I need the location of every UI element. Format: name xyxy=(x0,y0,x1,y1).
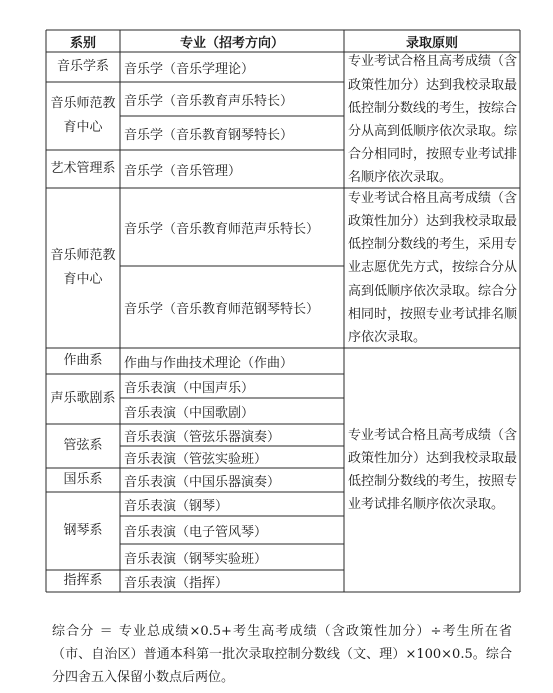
major-cell: 音乐表演（中国歌剧） xyxy=(124,405,255,421)
header-major: 专业（招考方向） xyxy=(179,35,284,51)
dept-music-teacher-center: 音乐师范教育中心 xyxy=(50,248,116,287)
dept-piano: 钢琴系 xyxy=(63,523,103,538)
rule-cell-3: 专业考试合格且高考成绩（含政策性加分）达到我校录取最低控制分数线的考生，按照专业考试排名顺序依次录取。 xyxy=(348,427,518,513)
major-cell: 作曲与作曲技术理论（作曲） xyxy=(124,355,294,371)
major-cell: 音乐表演（管弦乐器演奏） xyxy=(124,429,281,445)
dept-orchestral: 管弦系 xyxy=(63,438,103,453)
header-rule: 录取原则 xyxy=(405,35,458,51)
major-cell: 音乐学（音乐管理） xyxy=(124,163,242,179)
major-cell: 音乐表演（钢琴） xyxy=(124,498,229,514)
major-cell: 音乐表演（管弦实验班） xyxy=(124,451,268,467)
rule-cell-1: 专业考试合格且高考成绩（含政策性加分）达到我校录取最低控制分数线的考生，按综合分从高到低顺序依次录取。综合分相同时，按照专业考试排名顺序依次录取。 xyxy=(348,54,518,186)
major-cell: 音乐学（音乐教育师范声乐特长） xyxy=(124,221,320,237)
major-cell: 音乐表演（钢琴实验班） xyxy=(124,551,268,567)
header-dept: 系别 xyxy=(69,35,96,51)
dept-music-education-center: 音乐师范教育中心 xyxy=(50,96,116,135)
dept-arts-management: 艺术管理系 xyxy=(50,161,116,176)
dept-vocal-opera: 声乐歌剧系 xyxy=(50,391,116,406)
dept-musicology: 音乐学系 xyxy=(56,59,109,74)
major-cell: 音乐学（音乐教育师范钢琴特长） xyxy=(124,301,320,317)
major-cell: 音乐表演（中国声乐） xyxy=(124,380,255,396)
major-cell: 音乐表演（指挥） xyxy=(124,575,229,591)
score-formula-note: 综合分 ＝ 专业总成绩×0.5+考生高考成绩（含政策性加分）÷考生所在省（市、自治区）普通本科第一批次录取控制分数线（文、理）×100×0.5。综合分四舍五入保留小数点后两位。 xyxy=(52,624,512,685)
rule-cell-2: 专业考试合格且高考成绩（含政策性加分）达到我校录取最低控制分数线的考生，采用专业志愿优先方式，按综合分从高到低顺序依次录取。综合分相同时，按照专业考试排名顺序依次录取。 xyxy=(348,190,518,346)
major-cell: 音乐表演（电子管风琴） xyxy=(124,524,268,540)
major-cell: 音乐学（音乐教育钢琴特长） xyxy=(124,127,294,143)
major-cell: 音乐学（音乐教育声乐特长） xyxy=(124,93,294,109)
dept-chinese-music: 国乐系 xyxy=(63,472,103,487)
dept-composition: 作曲系 xyxy=(63,353,103,368)
major-cell: 音乐表演（中国乐器演奏） xyxy=(124,474,281,490)
major-cell: 音乐学（音乐学理论） xyxy=(124,61,255,77)
dept-conducting: 指挥系 xyxy=(63,573,103,588)
